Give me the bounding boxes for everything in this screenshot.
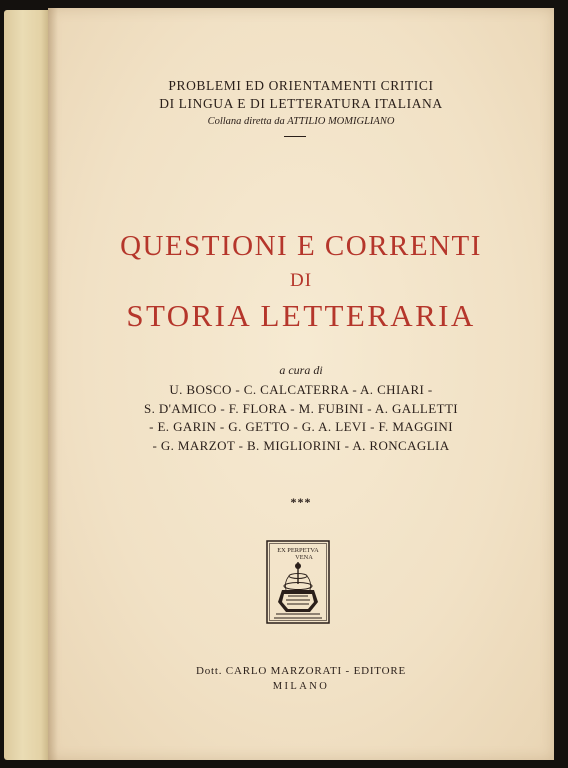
cover-page [48,8,554,760]
editors-line: U. BOSCO - C. CALCATERRA - A. CHIARI - [169,382,433,397]
publisher-city: MILANO [272,681,330,692]
series-title-line1: PROBLEMI ED ORIENTAMENTI CRITICI [168,78,434,93]
series-divider [284,136,306,137]
editors-intro: a cura di [279,363,323,377]
collana-credit: Collana diretta da ATTILIO MOMIGLIANO [207,116,395,127]
book-spine [4,10,50,760]
fountain-emblem-icon [266,540,330,624]
publisher-name: Dott. CARLO MARZORATI - EDITORE [195,665,407,677]
book-title-line2: STORIA LETTERARIA [126,298,476,333]
series-title-line2: DI LINGUA E DI LETTERATURA ITALIANA [159,96,443,111]
emblem-motto-line1: EX PERPETVA [277,547,319,554]
emblem-motto-line2: VENA [295,554,313,561]
book-title-line1: QUESTIONI E CORRENTI [120,230,482,262]
editors-line: - E. GARIN - G. GETTO - G. A. LEVI - F. MAGGINI [149,419,453,435]
book-title-connector: DI [289,270,313,291]
volume-mark: *** [290,495,312,509]
editors-line: S. D'AMICO - F. FLORA - M. FUBINI - A. GALLETTI [143,400,459,416]
editors-line: - G. MARZOT - B. MIGLIORINI - A. RONCAGLIA [152,437,450,453]
editors-list [48,381,554,455]
